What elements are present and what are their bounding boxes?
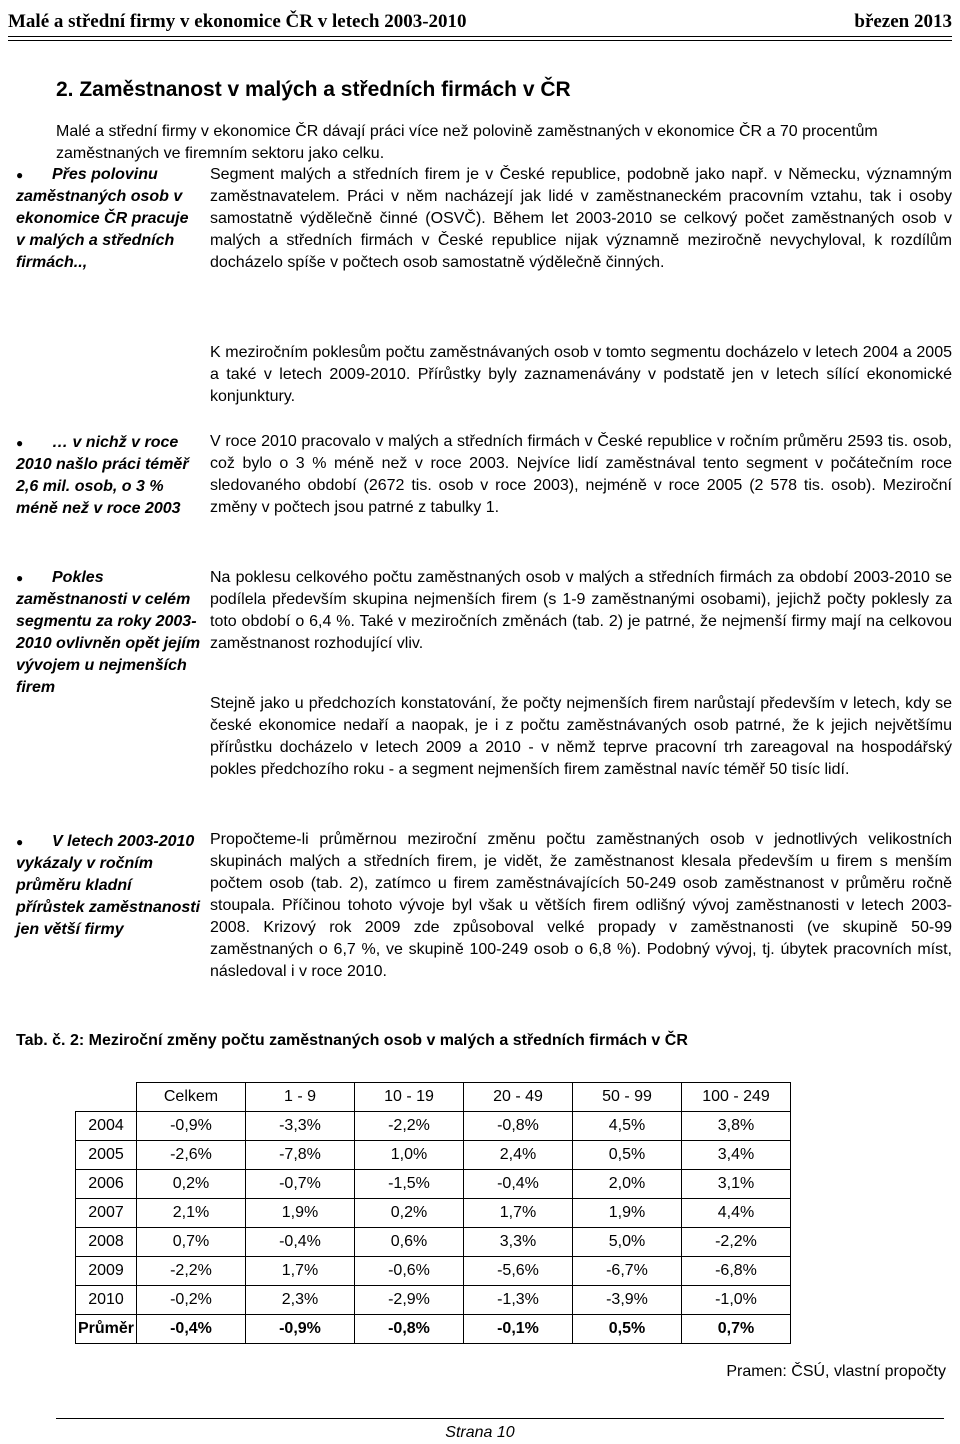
table-row <box>76 1228 791 1257</box>
table-cell: 1,9% <box>246 1199 355 1228</box>
table-cell: 2,1% <box>137 1199 246 1228</box>
bullet-icon: ● <box>16 436 24 450</box>
row-year: 2008 <box>76 1228 137 1257</box>
table-cell: -0,4% <box>464 1170 573 1199</box>
column-header: 1 - 9 <box>246 1083 355 1112</box>
table-cell: 2,4% <box>464 1141 573 1170</box>
sidebar-note-text: Pokles zaměstnanosti v celém segmentu za roky 2003-2010 ovlivněn opět jejím vývojem u nejmenších firem <box>16 569 201 696</box>
table-caption: Tab. č. 2: Meziroční změny počtu zaměstnaných osob v malých a středních firmách v ČR <box>16 1032 688 1049</box>
sidebar-note <box>16 164 201 274</box>
table-row <box>76 1199 791 1228</box>
body-paragraph: V roce 2010 pracovalo v malých a středních firmách v České republice v ročním průměru 2593 tis. osob, což bylo o 3 % méně než v roce 2003. Nejvíce lidí zaměstnával tento segment v počátečním roce sledovaného období (2672 tis. osob v roce 2003), nejméně v roce 2005 (2 578 tis. osob). Meziroční změny v počtech jsou patrné z tabulky 1. <box>210 433 952 516</box>
table-row <box>76 1112 791 1141</box>
page-header <box>8 6 952 37</box>
table-cell: -6,7% <box>573 1257 682 1286</box>
header-date: březen 2013 <box>854 11 952 32</box>
body-paragraph: Segment malých a středních firem je v České republice, podobně jako např. v Německu, významným zaměstnavatelem. Práci v něm nacházejí jak lidé v zaměstnaneckém pracovním vztahu, tak i osoby samostatně výdělečně činné (OSVČ). Během let 2003-2010 se celkový počet zaměstnaných osob v malých a středních firmách v České republice nijak významně meziročně nevychyloval, k rozdílům docházelo spíše v počtech osob samostatně výdělečně činných. <box>210 166 952 271</box>
table-cell: 0,2% <box>355 1199 464 1228</box>
sidebar-note <box>16 432 201 520</box>
employment-change-table <box>75 1082 791 1344</box>
table-cell: -0,9% <box>137 1112 246 1141</box>
table-row <box>76 1170 791 1199</box>
sidebar-note-text: V letech 2003-2010 vykázaly v ročním průměru kladní přírůstek zaměstnanosti jen větší firmy <box>16 833 201 938</box>
table-cell: 0,7% <box>137 1228 246 1257</box>
table-cell: 0,6% <box>355 1228 464 1257</box>
table-cell: -0,8% <box>355 1315 464 1344</box>
table-row <box>76 1257 791 1286</box>
table-source: Pramen: ČSÚ, vlastní propočty <box>726 1363 946 1380</box>
bullet-icon: ● <box>16 835 24 849</box>
column-header: 100 - 249 <box>682 1083 791 1112</box>
column-header: 50 - 99 <box>573 1083 682 1112</box>
body-paragraph: K meziročním poklesům počtu zaměstnávaných osob v tomto segmentu docházelo v letech 2004 a 2005 a také v letech 2009-2010. Přírůstky byly zaznamenávány v podstatě jen v letech sílící ekonomické konjunktury. <box>210 344 952 405</box>
table-cell: -0,2% <box>137 1286 246 1315</box>
table-cell: 0,5% <box>573 1141 682 1170</box>
table-cell: -0,4% <box>137 1315 246 1344</box>
table-cell: 3,8% <box>682 1112 791 1141</box>
column-header: 20 - 49 <box>464 1083 573 1112</box>
table-cell: -1,0% <box>682 1286 791 1315</box>
section-title: 2. Zaměstnanost v malých a středních firmách v ČR <box>56 78 571 101</box>
row-year: 2010 <box>76 1286 137 1315</box>
table-corner-cell <box>76 1083 137 1112</box>
sidebar-note <box>16 567 201 699</box>
column-header: 10 - 19 <box>355 1083 464 1112</box>
table-cell: -0,6% <box>355 1257 464 1286</box>
table-cell: 3,4% <box>682 1141 791 1170</box>
table-header-row <box>76 1083 791 1112</box>
header-divider <box>8 40 952 41</box>
table-cell: 5,0% <box>573 1228 682 1257</box>
body-paragraph: Stejně jako u předchozích konstatování, že počty nejmenších firem narůstají především v letech, kdy se české ekonomice nedaří a naopak, je i z počtu zaměstnávaných osob patrné, že k jejich největšímu přírůstku docházelo v letech 2009 a 2010 - v němž teprve pracovní trh zareagoval na hospodářský pokles předchozího roku - a segment nejmenších firem zaměstnal navíc téměř 50 tisíc lidí. <box>210 695 952 778</box>
footer-divider <box>56 1418 944 1419</box>
table-cell: 3,1% <box>682 1170 791 1199</box>
bullet-icon: ● <box>16 571 24 585</box>
table-cell: 1,7% <box>464 1199 573 1228</box>
bullet-icon: ● <box>16 168 24 182</box>
column-header: Celkem <box>137 1083 246 1112</box>
row-year: 2009 <box>76 1257 137 1286</box>
intro-paragraph: Malé a střední firmy v ekonomice ČR dávají práci více než polovině zaměstnaných v ekonomice ČR a 70 procentům zaměstnaných ve firemním sektoru jako celku. <box>56 123 878 162</box>
body-paragraph: Propočteme-li průměrnou meziroční změnu počtu zaměstnaných osob v jednotlivých velikostních skupinách malých a středních firem, je vidět, že zaměstnanost klesala především u firem s menším počtem osob (tab. 2), zatímco u firem zaměstnávajících 50-249 osob zaměstnanost v průměru ročně stoupala. Příčinou tohoto vývoje byl však u větších firem odlišný vývoj zaměstnanosti v letech 2003-2008. Krizový rok 2009 zde způsoboval velké propady v zaměstnanosti (ve skupině 50-99 zaměstnaných o 6,7 %, ve skupině 100-249 osob o 6,8 %). Podobný vývoj, tj. úbytek pracovních míst, následoval i v roce 2010. <box>210 831 952 980</box>
table-cell: 4,5% <box>573 1112 682 1141</box>
table-row <box>76 1286 791 1315</box>
row-year: Průměr <box>76 1315 137 1344</box>
body-paragraph: Na poklesu celkového počtu zaměstnaných osob v malých a středních firmách za období 2003-2010 se podílela především skupina nejmenších firem (s 1-9 zaměstnanými osobami), jejichž počty poklesly za toto období o 6,4 %. Také v meziročních změnách (tab. 2) je patrné, že nejmenší firmy mají na celkovou zaměstnanost rozhodující vliv. <box>210 569 952 652</box>
sidebar-note-text: Přes polovinu zaměstnaných osob v ekonomice ČR pracuje v malých a středních firmách.., <box>16 166 189 271</box>
table-cell: -2,2% <box>137 1257 246 1286</box>
sidebar-note-text: … v nichž v roce 2010 našlo práci téměř 2,6 mil. osob, o 3 % méně než v roce 2003 <box>16 434 189 517</box>
table-cell: -2,6% <box>137 1141 246 1170</box>
row-year: 2007 <box>76 1199 137 1228</box>
row-year: 2006 <box>76 1170 137 1199</box>
table-row-average <box>76 1315 791 1344</box>
table-cell: -2,2% <box>682 1228 791 1257</box>
table-cell: -0,8% <box>464 1112 573 1141</box>
row-year: 2004 <box>76 1112 137 1141</box>
table-cell: -2,2% <box>355 1112 464 1141</box>
table-cell: 1,9% <box>573 1199 682 1228</box>
table-cell: 0,5% <box>573 1315 682 1344</box>
table-cell: -6,8% <box>682 1257 791 1286</box>
table-cell: -3,9% <box>573 1286 682 1315</box>
table-cell: -0,1% <box>464 1315 573 1344</box>
table-cell: -5,6% <box>464 1257 573 1286</box>
table-cell: 0,7% <box>682 1315 791 1344</box>
table-cell: -0,4% <box>246 1228 355 1257</box>
sidebar-note <box>16 831 201 941</box>
table-cell: -1,5% <box>355 1170 464 1199</box>
table-cell: -0,7% <box>246 1170 355 1199</box>
table-cell: 3,3% <box>464 1228 573 1257</box>
header-title: Malé a střední firmy v ekonomice ČR v letech 2003-2010 <box>8 11 467 32</box>
table-cell: 4,4% <box>682 1199 791 1228</box>
table-cell: -0,9% <box>246 1315 355 1344</box>
table-cell: -7,8% <box>246 1141 355 1170</box>
table-cell: -3,3% <box>246 1112 355 1141</box>
table-cell: 2,0% <box>573 1170 682 1199</box>
table-cell: 2,3% <box>246 1286 355 1315</box>
table-cell: 1,7% <box>246 1257 355 1286</box>
table-row <box>76 1141 791 1170</box>
table-cell: 1,0% <box>355 1141 464 1170</box>
table-cell: -2,9% <box>355 1286 464 1315</box>
page-number: Strana 10 <box>445 1424 515 1441</box>
table-cell: -1,3% <box>464 1286 573 1315</box>
row-year: 2005 <box>76 1141 137 1170</box>
table-cell: 0,2% <box>137 1170 246 1199</box>
